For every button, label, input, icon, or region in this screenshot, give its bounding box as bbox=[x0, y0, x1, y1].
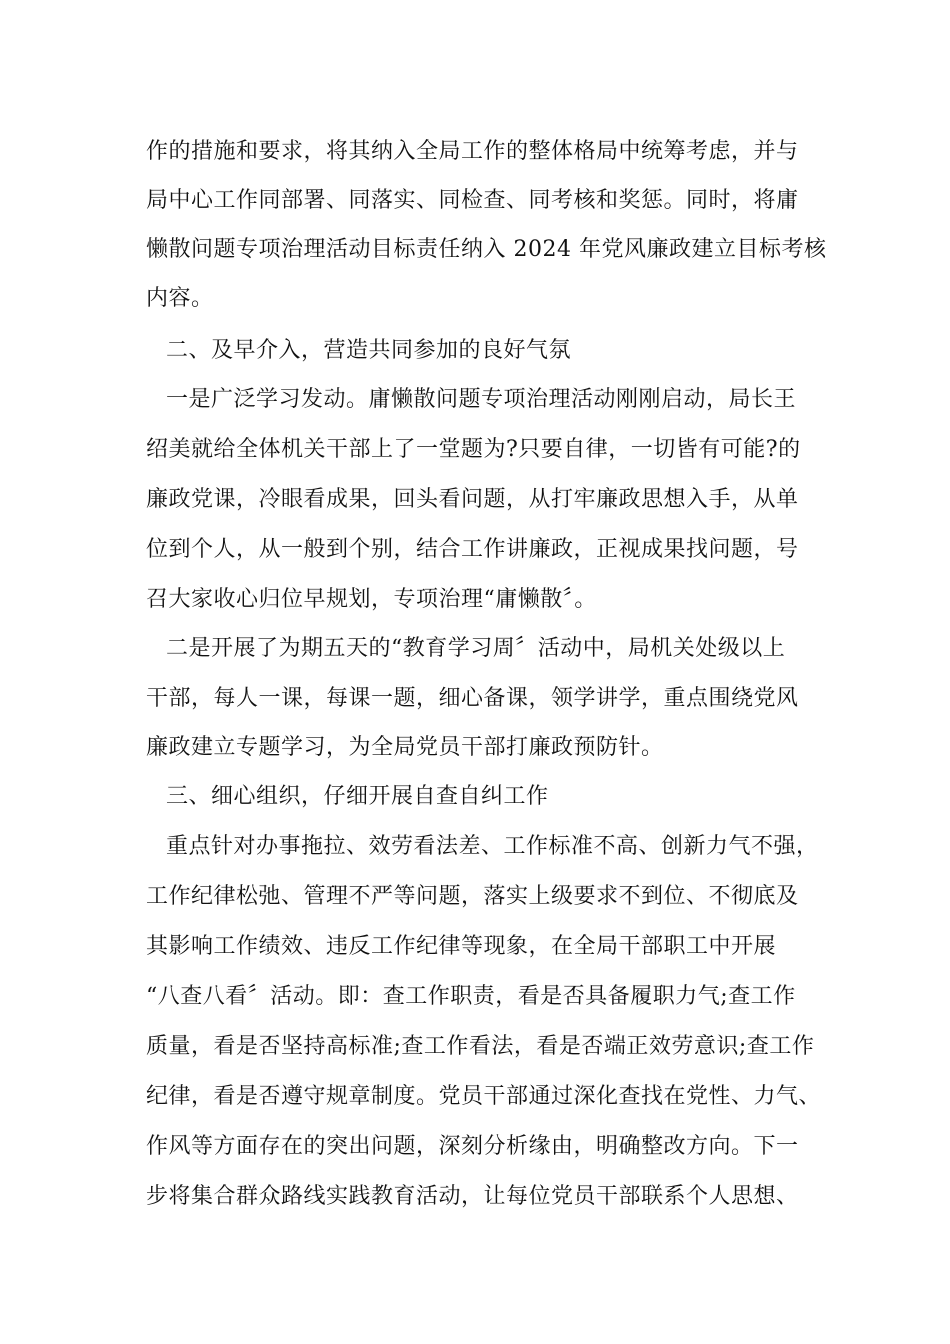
text-line: “八查八看〞活动。即：查工作职责，看是否具备履职力气;查工作 bbox=[146, 984, 796, 1009]
text-line: 位到个人，从一般到个别，结合工作讲廉政，正视成果找问题，号 bbox=[146, 537, 799, 562]
section-heading: 二、及早介入，营造共同参加的良好气氛 bbox=[166, 338, 572, 363]
text-line: 步将集合群众路线实践教育活动，让每位党员干部联系个人思想、 bbox=[146, 1184, 799, 1209]
text-line: 一是广泛学习发动。庸懒散问题专项治理活动刚刚启动，局长王 bbox=[166, 387, 797, 412]
text-line: 其影响工作绩效、违反工作纪律等现象，在全局干部职工中开展 bbox=[146, 934, 777, 959]
text-line: 廉政建立专题学习，为全局党员干部打廉政预防针。 bbox=[146, 735, 664, 760]
section-heading: 三、细心组织，仔细开展自查自纠工作 bbox=[166, 784, 549, 809]
text-line: 局中心工作同部署、同落实、同检查、同考核和奖惩。同时，将庸 bbox=[146, 188, 799, 213]
text-line: 质量，看是否坚持高标准;查工作看法，看是否端正效劳意识;查工作 bbox=[146, 1034, 815, 1059]
text-line: 重点针对办事拖拉、效劳看法差、工作标准不高、创新力气不强， bbox=[166, 834, 819, 859]
text-line: 工作纪律松弛、管理不严等问题，落实上级要求不到位、不彻底及 bbox=[146, 884, 799, 909]
text-line: 懒散问题专项治理活动目标责任纳入 2024 年党风廉政建立目标考核 bbox=[146, 237, 827, 262]
text-line: 作的措施和要求，将其纳入全局工作的整体格局中统筹考虑，并与 bbox=[146, 139, 799, 164]
text-line: 纪律，看是否遵守规章制度。党员干部通过深化查找在党性、力气、 bbox=[146, 1084, 822, 1109]
text-line: 干部，每人一课，每课一题，细心备课，领学讲学，重点围绕党风 bbox=[146, 686, 799, 711]
text-line: 内容。 bbox=[146, 286, 214, 311]
text-line: 作风等方面存在的突出问题，深刻分析缘由，明确整改方向。下一 bbox=[146, 1134, 799, 1159]
text-line: 召大家收心归位早规划，专项治理“庸懒散〞。 bbox=[146, 587, 597, 612]
text-line: 二是开展了为期五天的“教育学习周〞活动中，局机关处级以上 bbox=[166, 636, 786, 661]
text-line: 廉政党课，冷眼看成果，回头看问题，从打牢廉政思想入手，从单 bbox=[146, 487, 799, 512]
text-line: 绍美就给全体机关干部上了一堂题为?只要自律，一切皆有可能?的 bbox=[146, 437, 801, 462]
